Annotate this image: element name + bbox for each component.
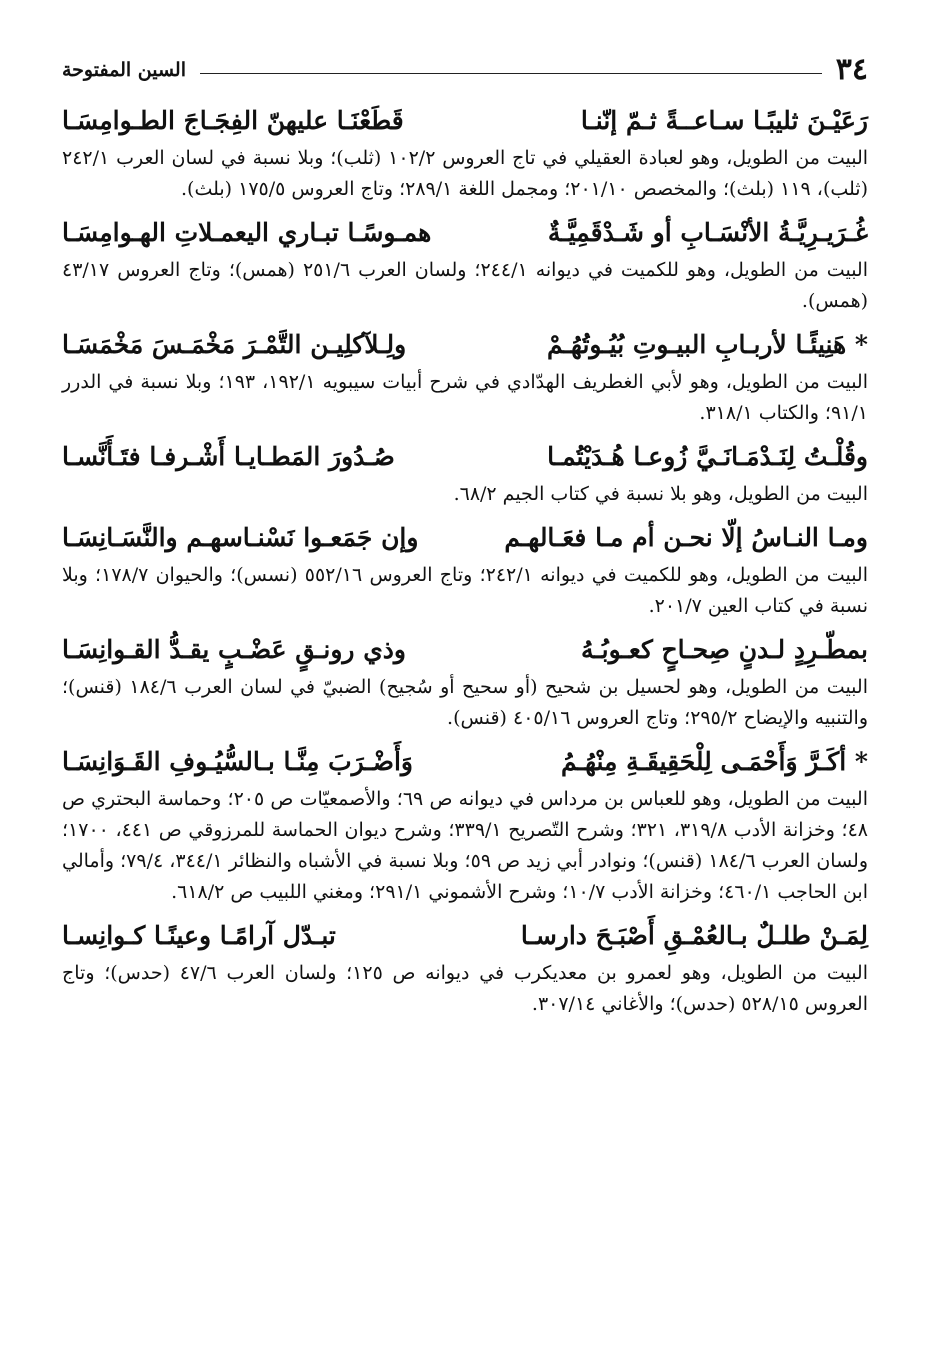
second-hemistich: ولِـلآكلِيـن التَّمْـرَ مَخْمَـسَ مَخْمَسَـا — [62, 330, 407, 359]
first-hemistich: * هَنِيئًـا لأربـابِ البيـوتِ بُيُـوتُهُـمْ — [546, 330, 868, 359]
verse-entry — [62, 437, 868, 510]
second-hemistich: صُـدُورَ المَطـايـا أَشْـرفـا فتَـأَنَّسـا — [62, 442, 395, 471]
header-rule — [200, 73, 822, 74]
verse-note: البيت من الطويل، وهو للعباس بن مرداس في ديوانه ص ٦٩؛ والأصمعيّات ص ٢٠٥؛ وحماسة البحتري ص ٤٨؛ وخزانة الأدب ٣١٩/٨، ٣٢١؛ وشرح التّصريح ٣٣٩/١؛ وشرح ديوان الحماسة للمرزوقي ص ٤٤١، ١٧٠٠؛ ولسان العرب ١٨٤/٦ (قنس)؛ ونوادر أبي زيد ص ٥٩؛ وبلا نسبة في الأشباه والنظائر ٣٤٤/١، ٧٩/٤؛ وأمالي ابن الحاجب ٤٦٠/١؛ وخزانة الأدب ١٠/٧؛ وشرح الأشموني ٢٩١/١؛ ومغني اللبيب ص ٦١٨/٢. — [62, 788, 869, 903]
verse-note: البيت من الطويل، وهو لعمرو بن معديكرب في ديوانه ص ١٢٥؛ ولسان العرب ٤٧/٦ (حدس)؛ وتاج العروس ٥٢٨/١٥ (حدس)؛ والأغاني ٣٠٧/١٤. — [62, 962, 869, 1015]
first-hemistich: وقُلْـتُ لِنَـدْمَـانَـيَّ زُوعـا هُـدَيْتُمـا — [547, 442, 868, 471]
first-hemistich: لِمَـنْ طلـلٌ بـالعُمْـقِ أَصْبَـحَ دارسـا — [520, 921, 868, 950]
verse-line — [62, 916, 868, 956]
second-hemistich: وإن جَمَعـوا نَسْنـاسهـم والنَّسَـانِسَـا — [62, 523, 419, 552]
verse-note: البيت من الطويل، وهو للكميت في ديوانه ٢٤٢/١؛ وتاج العروس ٥٥٢/١٦ (نسس)؛ والحيوان ١٧٨/٧؛ وبلا نسبة في كتاب العين ٢٠١/٧. — [62, 564, 868, 617]
verse-note: البيت من الطويل، وهو للكميت في ديوانه ٢٤٤/١؛ ولسان العرب ٢٥١/٦ (همس)؛ وتاج العروس ٤٣/١٧ (همس). — [62, 259, 868, 312]
second-hemistich: قَطَعْنَـا عليهنّ الفِجَـاجَ الطـوامِسَـا — [62, 106, 404, 135]
verse-note: البيت من الطويل، وهو لأبي الغطريف الهدّادي في شرح أبيات سيبويه ١٩٢/١، ١٩٣؛ وبلا نسبة في الدرر ٩١/١؛ والكتاب ٣١٨/١. — [62, 371, 868, 424]
verse-line — [62, 213, 868, 253]
first-hemistich: رَعَيْـنَ ثليبًـا سـاعــةً ثـمّ إنّنـا — [580, 106, 868, 135]
verse-line — [62, 325, 868, 365]
first-hemistich: ومـا النـاسُ إلّا نحـن أم مـا فعَـالهـم — [504, 523, 868, 552]
verse-entry — [62, 916, 868, 1020]
verse-note: البيت من الطويل، وهو بلا نسبة في كتاب الجيم ٦٨/٢. — [453, 483, 868, 505]
verse-entry — [62, 742, 868, 908]
second-hemistich: همـوسًـا تبـاري اليعمـلاتِ الهـوامِسَـا — [62, 218, 432, 247]
verse-line — [62, 742, 868, 782]
second-hemistich: تبـدّل آرامًـا وعينًـا كـوانِسـا — [62, 921, 336, 950]
page-number: ٣٤ — [835, 52, 868, 87]
verse-line — [62, 630, 868, 670]
first-hemistich: بمطّـرِدٍ لـدنٍ صِحـاحٍ كعـوبُـهُ — [580, 635, 868, 664]
verse-entry — [62, 518, 868, 622]
verse-line — [62, 437, 868, 477]
verse-note: البيت من الطويل، وهو لحسيل بن شحيح (أو سحيح أو سُجيح) الضبيّ في لسان العرب ١٨٤/٦ (قنس)؛ والتنبيه والإيضاح ٢٩٥/٢؛ وتاج العروس ٤٠٥/١٦ (قنس). — [62, 676, 868, 729]
first-hemistich: * أكَـرَّ وَأَحْمَـى لِلْحَقِيقَـةِ مِنْهُـمُ — [561, 747, 868, 776]
verse-entry — [62, 325, 868, 429]
running-title: السين المفتوحة — [62, 58, 186, 81]
verse-note: البيت من الطويل، وهو لعبادة العقيلي في تاج العروس ١٠٢/٢ (ثلب)؛ وبلا نسبة في لسان العرب ٢٤٢/١ (ثلب)، ١١٩ (بلث)؛ والمخصص ٢٠١/١٠؛ ومجمل اللغة ٢٨٩/١؛ وتاج العروس ١٧٥/٥ (بلث). — [62, 147, 869, 200]
second-hemistich: وَأَضْـرَبَ مِنَّـا بـالسُّيُـوفِ القَـوَانِسَـا — [62, 747, 414, 776]
page-header — [62, 52, 868, 87]
verse-entry — [62, 101, 868, 205]
first-hemistich: غُـرَيـرِيَّـةُ الأنْسَـابِ أو شَـدْقَمِيَّـةٌ — [547, 218, 868, 247]
second-hemistich: وذي رونـقٍ عَضْـبٍ يقـدُّ القـوانِسَـا — [62, 635, 406, 664]
verse-entry — [62, 213, 868, 317]
verse-line — [62, 101, 868, 141]
verse-line — [62, 518, 868, 558]
verse-entry — [62, 630, 868, 734]
